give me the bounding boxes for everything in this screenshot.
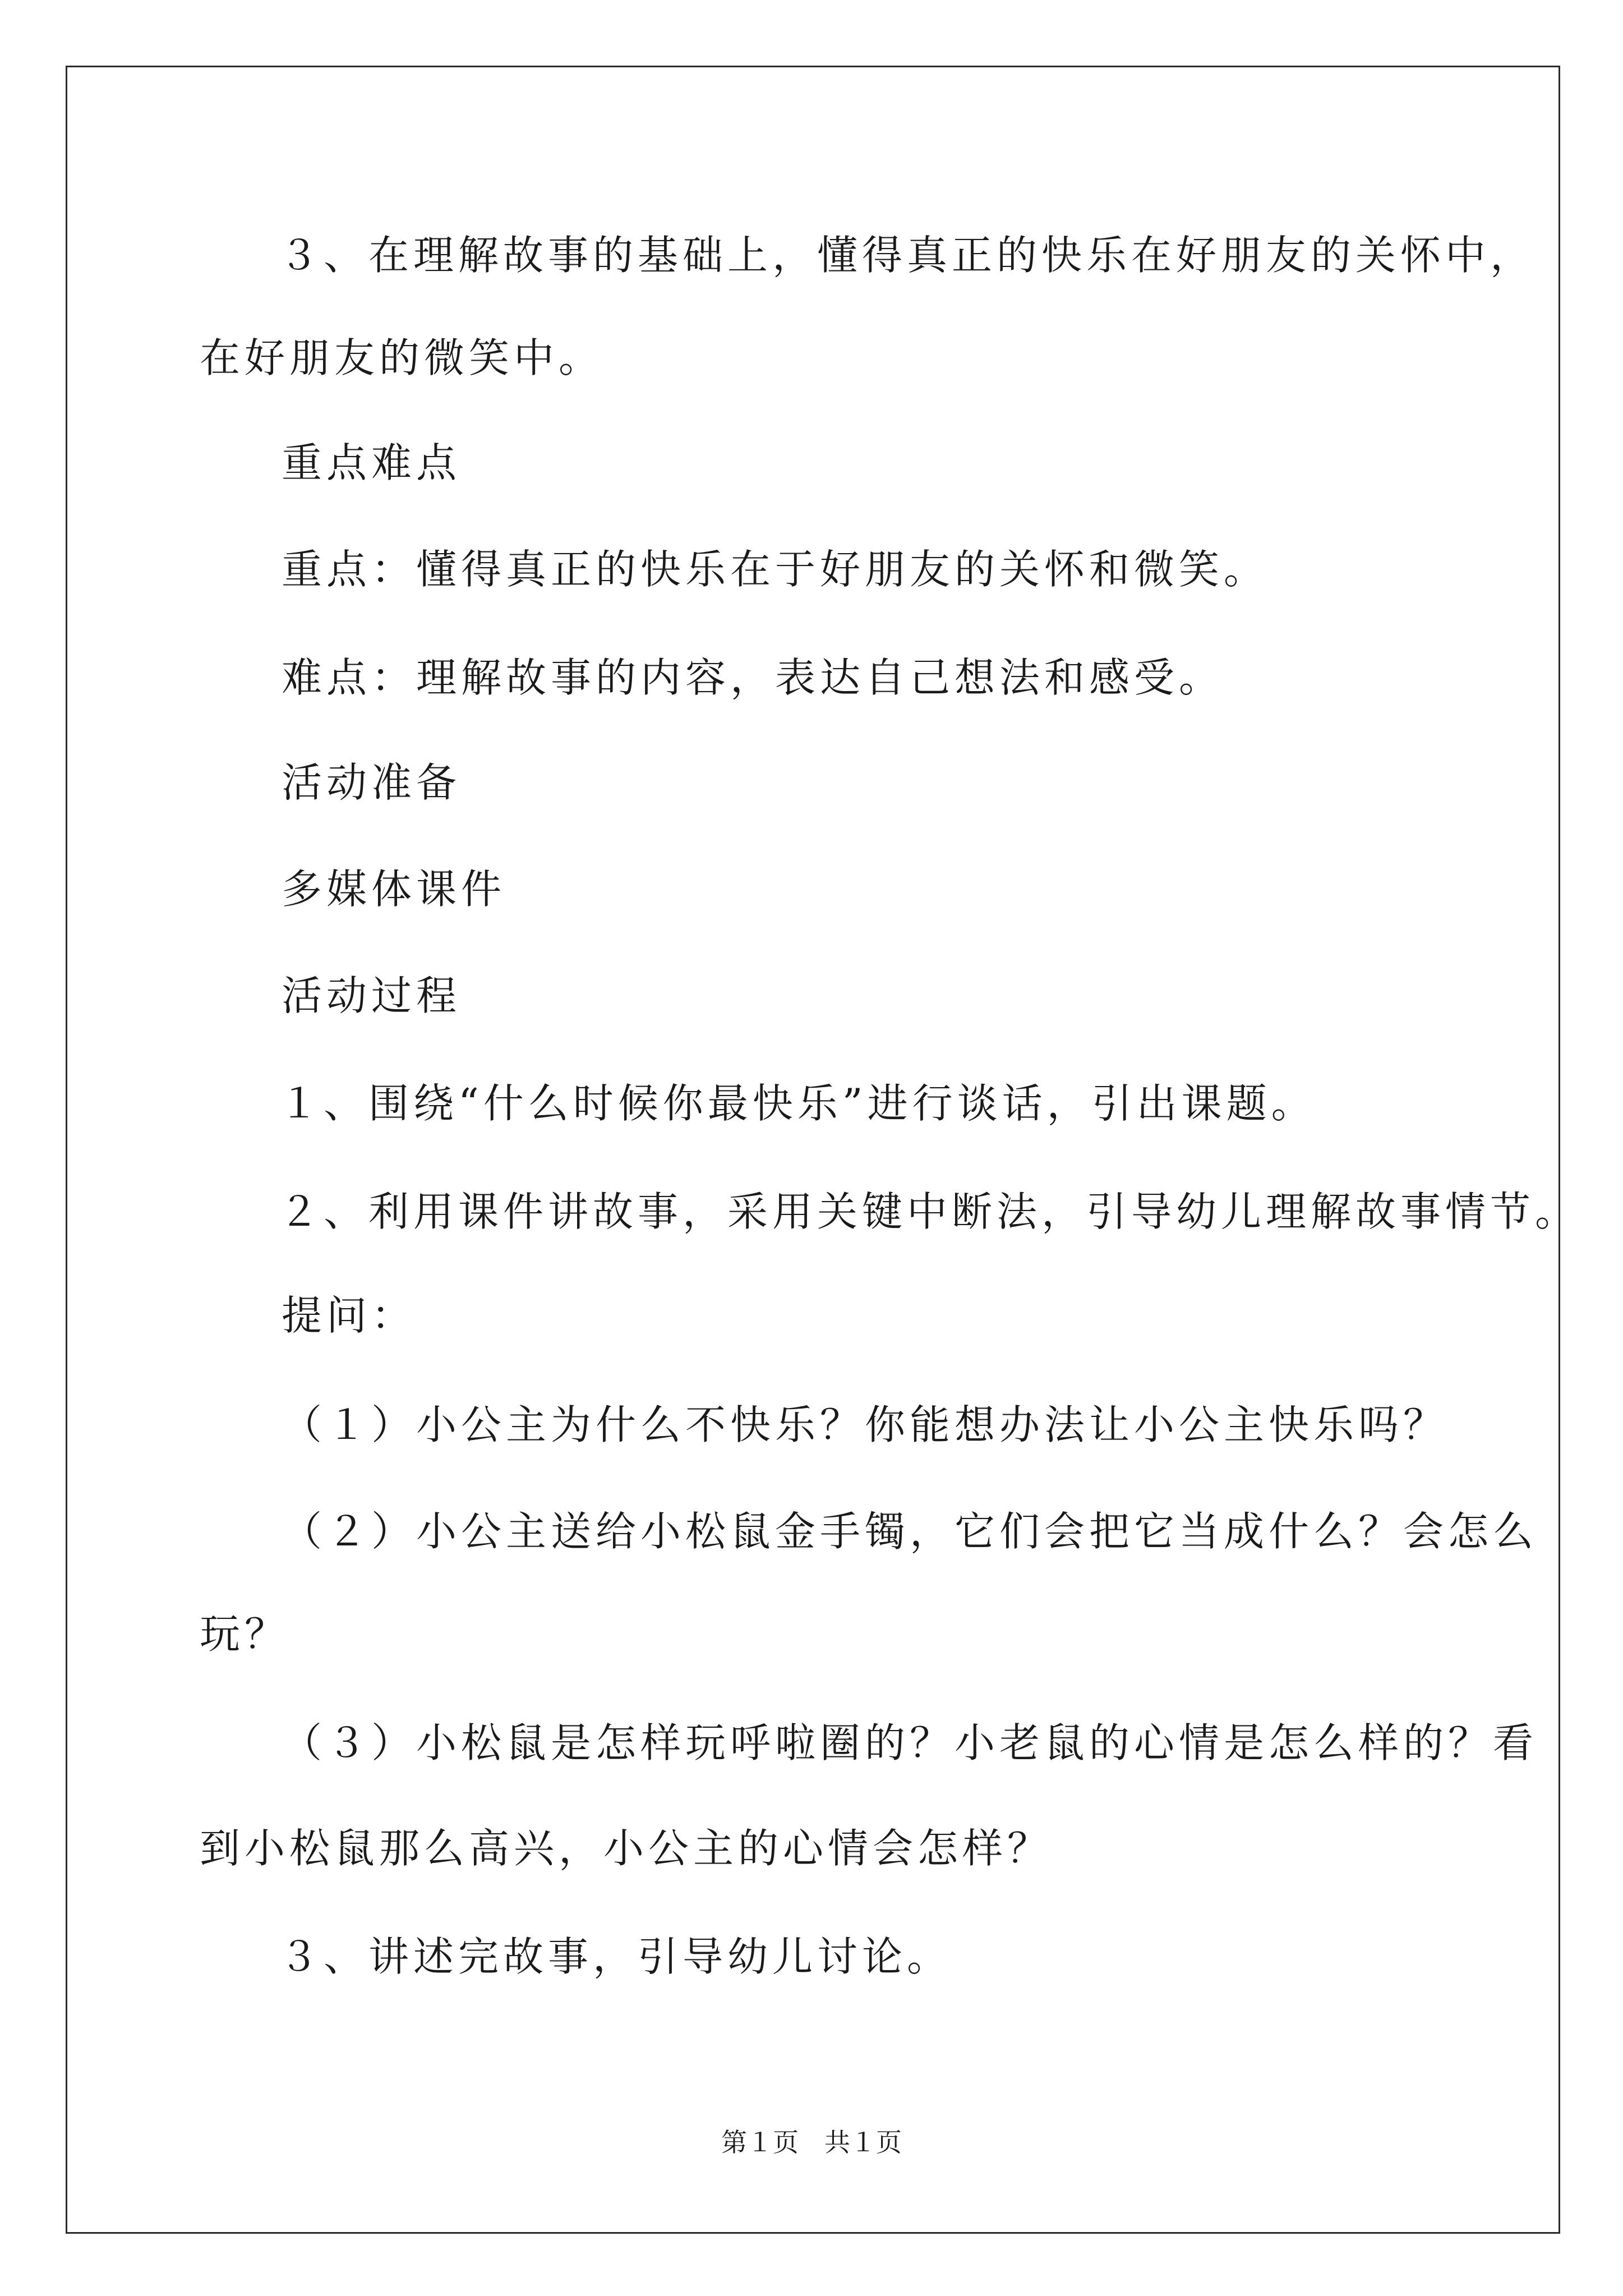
step-1: １、围绕“什么时候你最快乐”进行谈话，引出课题。 [279, 1080, 1316, 1127]
questions-label: 提问： [282, 1292, 417, 1339]
question-3-line-1: （３）小松鼠是怎样玩呼啦圈的？小老鼠的心情是怎么样的？看 [282, 1719, 1538, 1766]
question-2-line-2: 玩？ [200, 1611, 290, 1658]
key-point: 重点：懂得真正的快乐在于好朋友的关怀和微笑。 [282, 546, 1269, 593]
heading-key-difficult: 重点难点 [282, 439, 462, 486]
goal-3-line-2: 在好朋友的微笑中。 [200, 334, 604, 381]
step-2: ２、利用课件讲故事，采用关键中断法，引导幼儿理解故事情节。 [279, 1188, 1580, 1235]
question-3-line-2: 到小松鼠那么高兴，小公主的心情会怎样？ [200, 1825, 1053, 1872]
page-footer: 第１页 共１页 [721, 2128, 902, 2157]
question-1: （１）小公主为什么不快乐？你能想办法让小公主快乐吗？ [282, 1401, 1449, 1448]
difficult-point: 难点：理解故事的内容，表达自己想法和感受。 [282, 654, 1224, 701]
step-3: ３、讲述完故事，引导幼儿讨论。 [279, 1933, 952, 1980]
page-border [66, 66, 1560, 2234]
heading-process: 活动过程 [282, 972, 462, 1019]
preparation-text: 多媒体课件 [282, 866, 506, 913]
goal-3-line-1: ３、在理解故事的基础上，懂得真正的快乐在好朋友的关怀中， [279, 232, 1536, 279]
question-2-line-1: （２）小公主送给小松鼠金手镯，它们会把它当成什么？会怎么 [282, 1508, 1538, 1555]
heading-preparation: 活动准备 [282, 759, 462, 806]
